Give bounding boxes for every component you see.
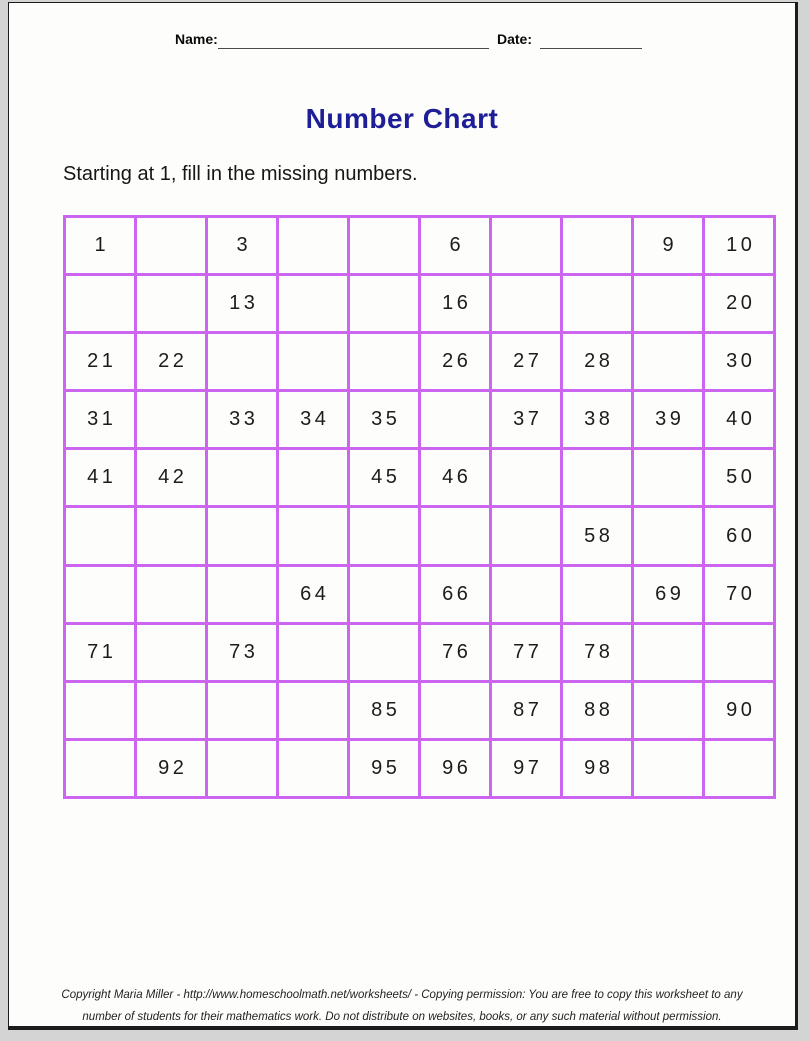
grid-cell-filled: 88 xyxy=(562,681,633,739)
grid-cell-empty[interactable] xyxy=(136,391,207,449)
grid-cell-empty[interactable] xyxy=(491,565,562,623)
grid-cell-empty[interactable] xyxy=(65,681,136,739)
grid-row xyxy=(65,507,775,565)
grid-cell-filled: 64 xyxy=(278,565,349,623)
grid-cell-filled: 39 xyxy=(633,391,704,449)
grid-cell-empty[interactable] xyxy=(562,565,633,623)
grid-row xyxy=(65,623,775,681)
worksheet-page xyxy=(8,2,798,1030)
grid-cell-filled: 20 xyxy=(704,275,775,333)
grid-cell-filled: 21 xyxy=(65,333,136,391)
grid-cell-filled: 70 xyxy=(704,565,775,623)
grid-cell-empty[interactable] xyxy=(420,681,491,739)
grid-cell-empty[interactable] xyxy=(633,449,704,507)
grid-cell-filled: 73 xyxy=(207,623,278,681)
grid-cell-filled: 97 xyxy=(491,739,562,797)
grid-cell-filled: 58 xyxy=(562,507,633,565)
grid-cell-filled: 3 xyxy=(207,217,278,275)
grid-cell-empty[interactable] xyxy=(633,333,704,391)
grid-cell-filled: 34 xyxy=(278,391,349,449)
grid-row xyxy=(65,449,775,507)
grid-cell-empty[interactable] xyxy=(491,449,562,507)
grid-cell-filled: 50 xyxy=(704,449,775,507)
grid-cell-filled: 60 xyxy=(704,507,775,565)
grid-cell-filled: 46 xyxy=(420,449,491,507)
grid-cell-empty[interactable] xyxy=(349,507,420,565)
grid-cell-filled: 95 xyxy=(349,739,420,797)
grid-row xyxy=(65,565,775,623)
grid-cell-empty[interactable] xyxy=(278,681,349,739)
grid-cell-empty[interactable] xyxy=(349,565,420,623)
grid-row xyxy=(65,681,775,739)
grid-cell-empty[interactable] xyxy=(207,681,278,739)
name-label: Name: xyxy=(175,31,218,47)
grid-cell-filled: 27 xyxy=(491,333,562,391)
grid-cell-empty[interactable] xyxy=(65,275,136,333)
grid-cell-filled: 71 xyxy=(65,623,136,681)
grid-cell-filled: 76 xyxy=(420,623,491,681)
grid-cell-empty[interactable] xyxy=(349,333,420,391)
number-grid xyxy=(63,215,776,799)
grid-cell-empty[interactable] xyxy=(207,565,278,623)
grid-cell-filled: 98 xyxy=(562,739,633,797)
grid-cell-filled: 9 xyxy=(633,217,704,275)
grid-cell-filled: 45 xyxy=(349,449,420,507)
grid-cell-empty[interactable] xyxy=(278,507,349,565)
grid-cell-filled: 1 xyxy=(65,217,136,275)
name-blank-line[interactable] xyxy=(218,32,489,49)
grid-cell-empty[interactable] xyxy=(562,217,633,275)
grid-cell-empty[interactable] xyxy=(207,507,278,565)
grid-cell-empty[interactable] xyxy=(491,275,562,333)
grid-cell-empty[interactable] xyxy=(704,623,775,681)
grid-cell-empty[interactable] xyxy=(207,449,278,507)
grid-cell-filled: 41 xyxy=(65,449,136,507)
grid-cell-empty[interactable] xyxy=(278,449,349,507)
grid-cell-empty[interactable] xyxy=(136,681,207,739)
grid-cell-empty[interactable] xyxy=(420,507,491,565)
grid-cell-filled: 10 xyxy=(704,217,775,275)
number-grid-body xyxy=(65,217,775,798)
grid-cell-filled: 30 xyxy=(704,333,775,391)
grid-cell-filled: 66 xyxy=(420,565,491,623)
grid-cell-empty[interactable] xyxy=(349,217,420,275)
grid-row xyxy=(65,333,775,391)
grid-cell-empty[interactable] xyxy=(278,623,349,681)
grid-cell-filled: 38 xyxy=(562,391,633,449)
grid-cell-filled: 16 xyxy=(420,275,491,333)
grid-cell-empty[interactable] xyxy=(65,739,136,797)
grid-cell-filled: 78 xyxy=(562,623,633,681)
grid-cell-empty[interactable] xyxy=(562,275,633,333)
grid-cell-empty[interactable] xyxy=(207,739,278,797)
grid-cell-empty[interactable] xyxy=(633,507,704,565)
grid-cell-filled: 92 xyxy=(136,739,207,797)
grid-cell-filled: 90 xyxy=(704,681,775,739)
grid-cell-empty[interactable] xyxy=(704,739,775,797)
grid-cell-empty[interactable] xyxy=(278,739,349,797)
page-title: Number Chart xyxy=(305,103,499,134)
grid-cell-empty[interactable] xyxy=(491,217,562,275)
grid-cell-filled: 6 xyxy=(420,217,491,275)
grid-cell-filled: 35 xyxy=(349,391,420,449)
grid-cell-empty[interactable] xyxy=(633,623,704,681)
number-grid-container xyxy=(63,215,776,799)
footer-line-1: Copyright Maria Miller - http://www.homeschoolmath.net/worksheets/ - Copying permission: You are free to copy this worksheet to any xyxy=(61,989,743,1001)
grid-cell-empty[interactable] xyxy=(136,217,207,275)
grid-cell-empty[interactable] xyxy=(65,565,136,623)
grid-cell-empty[interactable] xyxy=(633,739,704,797)
grid-cell-empty[interactable] xyxy=(562,449,633,507)
grid-cell-empty[interactable] xyxy=(207,333,278,391)
grid-cell-filled: 28 xyxy=(562,333,633,391)
grid-cell-filled: 87 xyxy=(491,681,562,739)
grid-cell-filled: 22 xyxy=(136,333,207,391)
grid-cell-empty[interactable] xyxy=(65,507,136,565)
grid-cell-empty[interactable] xyxy=(136,623,207,681)
grid-cell-empty[interactable] xyxy=(136,275,207,333)
grid-cell-filled: 33 xyxy=(207,391,278,449)
grid-cell-filled: 77 xyxy=(491,623,562,681)
grid-cell-filled: 42 xyxy=(136,449,207,507)
grid-cell-empty[interactable] xyxy=(349,623,420,681)
grid-cell-filled: 26 xyxy=(420,333,491,391)
grid-row xyxy=(65,391,775,449)
grid-cell-empty[interactable] xyxy=(278,217,349,275)
grid-cell-filled: 96 xyxy=(420,739,491,797)
grid-cell-empty[interactable] xyxy=(633,275,704,333)
grid-cell-filled: 69 xyxy=(633,565,704,623)
grid-cell-empty[interactable] xyxy=(420,391,491,449)
date-blank-line[interactable] xyxy=(540,32,642,49)
grid-row xyxy=(65,275,775,333)
grid-cell-empty[interactable] xyxy=(278,333,349,391)
date-label: Date: xyxy=(497,31,533,47)
grid-row xyxy=(65,217,775,275)
grid-cell-empty[interactable] xyxy=(278,275,349,333)
grid-cell-filled: 31 xyxy=(65,391,136,449)
footer-line-2: number of students for their mathematics work. Do not distribute on websites, books, or any such material without permission. xyxy=(82,1011,722,1023)
grid-cell-filled: 13 xyxy=(207,275,278,333)
grid-cell-empty[interactable] xyxy=(136,507,207,565)
grid-cell-filled: 85 xyxy=(349,681,420,739)
footer-copyright xyxy=(9,984,795,1028)
grid-row xyxy=(65,739,775,797)
grid-cell-empty[interactable] xyxy=(349,275,420,333)
grid-cell-filled: 37 xyxy=(491,391,562,449)
grid-cell-filled: 40 xyxy=(704,391,775,449)
grid-cell-empty[interactable] xyxy=(491,507,562,565)
instruction-text: Starting at 1, fill in the missing numbers. xyxy=(63,163,418,185)
grid-cell-empty[interactable] xyxy=(136,565,207,623)
grid-cell-empty[interactable] xyxy=(633,681,704,739)
